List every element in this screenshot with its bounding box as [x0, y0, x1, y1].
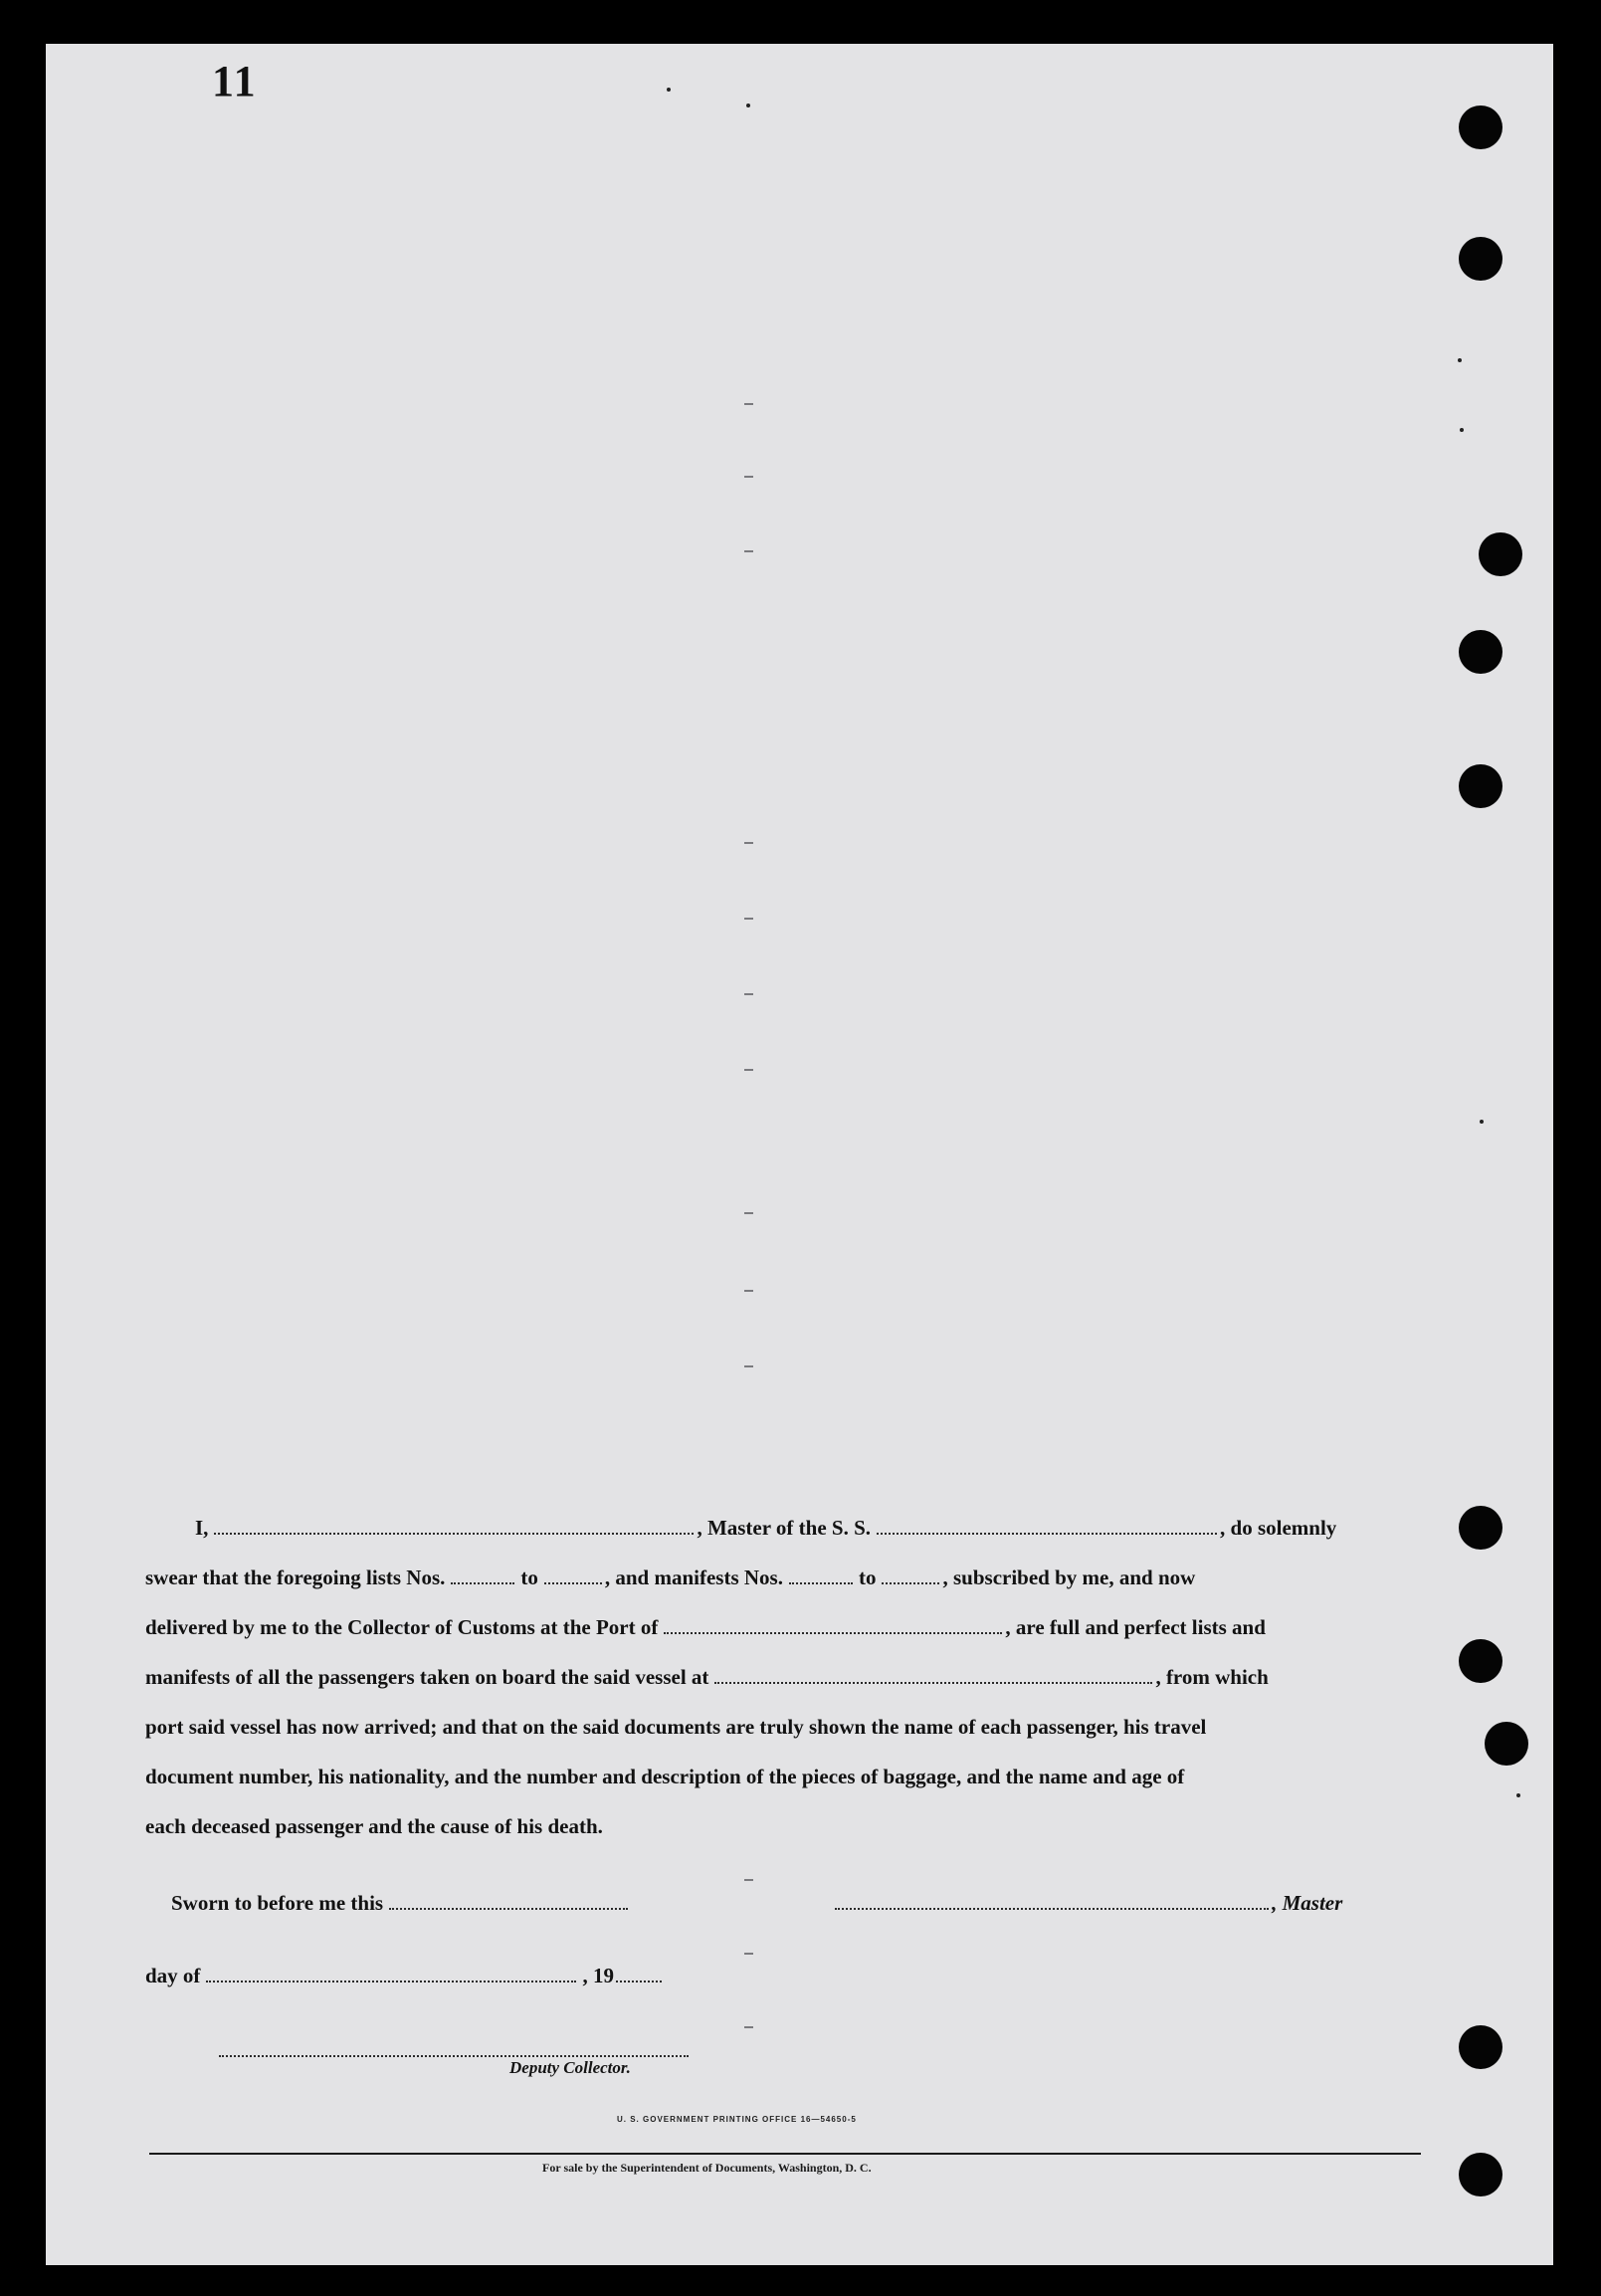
subscribed-label: , subscribed by me, and now	[942, 1565, 1196, 1589]
lists-to-label: to	[520, 1565, 538, 1589]
speck	[1458, 358, 1462, 362]
printing-office-imprint: U. S. GOVERNMENT PRINTING OFFICE 16—54650-5	[617, 2115, 857, 2124]
port-label: delivered by me to the Collector of Customs at the Port of	[145, 1615, 659, 1639]
day-line	[145, 1961, 1421, 1990]
speck	[667, 88, 671, 92]
from-which-label: , from which	[1155, 1665, 1269, 1689]
faint-dash	[744, 1879, 753, 1881]
sale-note: For sale by the Superintendent of Documents, Washington, D. C.	[542, 2161, 872, 2175]
punch-hole	[1459, 1639, 1502, 1683]
oath-line-1	[145, 1513, 1421, 1543]
speck	[1460, 428, 1464, 432]
faint-dash	[744, 1365, 753, 1367]
faint-dash	[744, 550, 753, 552]
lists-nos-label: swear that the foregoing lists Nos.	[145, 1565, 446, 1589]
punch-hole	[1459, 2025, 1502, 2069]
departure-port-field[interactable]	[714, 1681, 1152, 1684]
speck	[1480, 1120, 1484, 1124]
sworn-date-field[interactable]	[389, 1907, 628, 1910]
faint-dash	[744, 403, 753, 405]
month-field[interactable]	[206, 1980, 576, 1983]
footer-rule	[149, 2153, 1421, 2155]
manifests-to-label: to	[858, 1565, 877, 1589]
master-name-field[interactable]	[214, 1532, 694, 1535]
year-field[interactable]	[616, 1980, 662, 1983]
faint-dash	[744, 918, 753, 920]
oath-line-7: each deceased passenger and the cause of his death.	[145, 1814, 603, 1838]
faint-dash	[744, 1290, 753, 1292]
punch-hole	[1459, 2153, 1502, 2196]
faint-dash	[744, 1953, 753, 1955]
faint-dash	[744, 842, 753, 844]
document-sheet	[46, 44, 1553, 2265]
punch-hole	[1459, 764, 1502, 808]
punch-hole	[1459, 1506, 1502, 1550]
header-mark: 11	[212, 57, 258, 105]
punch-hole	[1459, 630, 1502, 674]
speck	[746, 104, 750, 107]
speck	[1516, 1793, 1520, 1797]
do-solemnly-label: , do solemnly	[1220, 1516, 1337, 1540]
master-signature-field[interactable]	[835, 1907, 1269, 1910]
faint-dash	[744, 1212, 753, 1214]
oath-line-4	[145, 1662, 1421, 1692]
oath-line-3	[145, 1612, 1421, 1642]
port-field[interactable]	[664, 1631, 1002, 1634]
sworn-line	[145, 1888, 1421, 1918]
manifests-from-field[interactable]	[789, 1581, 853, 1584]
manifests-nos-label: , and manifests Nos.	[604, 1565, 783, 1589]
oath-line-5: port said vessel has now arrived; and that on the said documents are truly shown the name of each passenger, his travel	[145, 1715, 1207, 1739]
full-perfect-label: , are full and perfect lists and	[1005, 1615, 1266, 1639]
faint-dash	[744, 476, 753, 478]
oath-line-6: document number, his nationality, and the number and description of the pieces of baggage, and the name and age of	[145, 1765, 1185, 1788]
faint-dash	[744, 993, 753, 995]
faint-dash	[744, 2026, 753, 2028]
year-label: , 19	[582, 1964, 614, 1987]
sworn-label: Sworn to before me this	[171, 1891, 384, 1915]
master-of-ss-label: , Master of the S. S.	[697, 1516, 872, 1540]
manifests-to-field[interactable]	[882, 1581, 939, 1584]
deputy-collector-label: Deputy Collector.	[509, 2058, 631, 2077]
day-of-label: day of	[145, 1964, 201, 1987]
vessel-at-label: manifests of all the passengers taken on board the said vessel at	[145, 1665, 709, 1689]
deputy-signature-field[interactable]	[219, 2054, 689, 2057]
lists-to-field[interactable]	[544, 1581, 602, 1584]
punch-hole	[1479, 532, 1522, 576]
master-signature-label: , Master	[1272, 1891, 1343, 1915]
oath-word-i: I,	[195, 1516, 209, 1540]
vessel-name-field[interactable]	[877, 1532, 1217, 1535]
punch-hole	[1459, 105, 1502, 149]
faint-dash	[744, 1069, 753, 1071]
oath-line-2	[145, 1563, 1421, 1592]
punch-hole	[1459, 237, 1502, 281]
punch-hole	[1485, 1722, 1528, 1766]
lists-from-field[interactable]	[451, 1581, 514, 1584]
